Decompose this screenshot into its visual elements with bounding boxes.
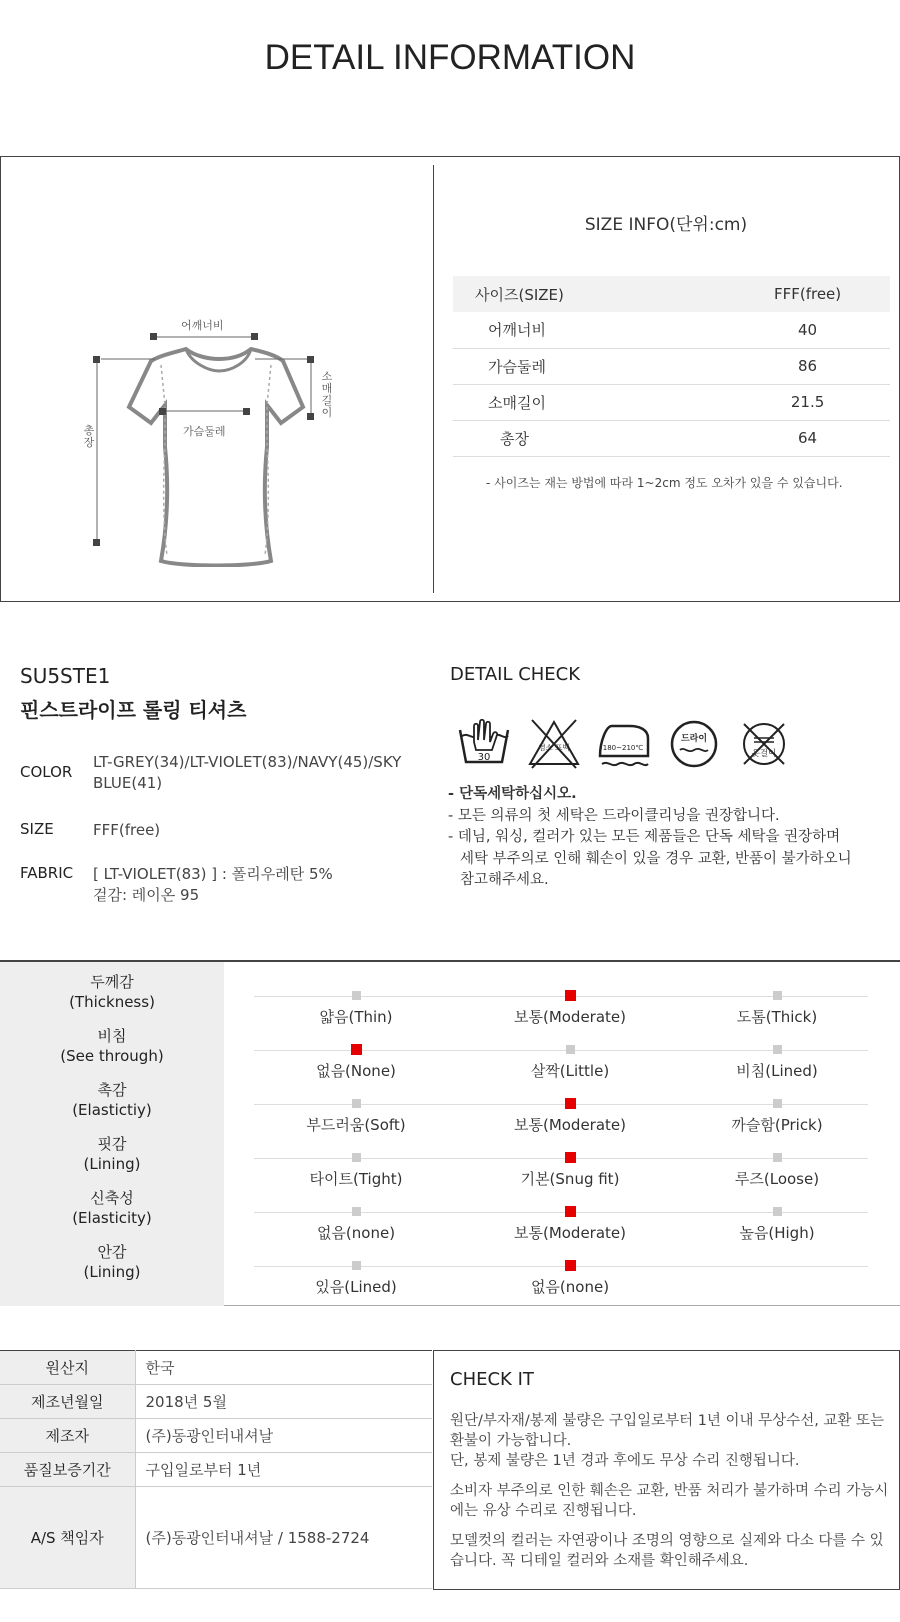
fit-marker bbox=[773, 1207, 782, 1216]
fit-label bbox=[0, 1080, 224, 1120]
fit-option: 도톰(Thick) bbox=[736, 1008, 818, 1026]
fit-scale-line bbox=[254, 1266, 868, 1267]
fit-option: 까슬함(Prick) bbox=[731, 1116, 823, 1134]
fit-row bbox=[0, 1188, 900, 1242]
fit-option: 기본(Snug fit) bbox=[520, 1170, 620, 1188]
care-line: - 단독세탁하십시오. bbox=[448, 786, 577, 802]
fit-label-main: 두께감 bbox=[90, 973, 134, 991]
table-row bbox=[0, 1453, 432, 1487]
table-row bbox=[0, 1487, 432, 1589]
care-line: 참고해주세요. bbox=[460, 872, 549, 888]
fit-option: 보통(Moderate) bbox=[513, 1008, 627, 1026]
fit-option: 얇음(Thin) bbox=[319, 1008, 393, 1026]
fit-marker bbox=[773, 1153, 782, 1162]
check-it-paragraph: 모델컷의 컬러는 자연광이나 조명의 영향으로 실제와 다소 다를 수 있습니다. 꼭 디테일 컬러와 소재를 확인해주세요. bbox=[450, 1533, 884, 1569]
fit-option: 있음(Lined) bbox=[315, 1278, 397, 1296]
table-row bbox=[453, 420, 890, 456]
fit-label-main: 핏감 bbox=[97, 1135, 127, 1153]
size-note: - 사이즈는 재는 방법에 따라 1~2cm 정도 오차가 있을 수 있습니다. bbox=[486, 476, 843, 490]
info-value: (주)동광인터내셔날 / 1588-2724 bbox=[135, 1487, 432, 1589]
fit-option: 없음(none) bbox=[316, 1224, 396, 1242]
info-value: 한국 bbox=[135, 1351, 432, 1385]
fit-label-sub: (Lining) bbox=[83, 1155, 141, 1173]
care-icons bbox=[456, 716, 806, 772]
fit-row bbox=[0, 1134, 900, 1188]
info-label: A/S 책임자 bbox=[0, 1487, 135, 1589]
fit-marker bbox=[352, 1261, 361, 1270]
fit-marker bbox=[566, 1045, 575, 1054]
info-label: 원산지 bbox=[0, 1351, 135, 1385]
fit-label-main: 신축성 bbox=[90, 1189, 134, 1207]
fit-option: 타이트(Tight) bbox=[309, 1170, 403, 1188]
table-row bbox=[0, 1419, 432, 1453]
detail-check-title: DETAIL CHECK bbox=[450, 664, 581, 685]
size-header-value: FFF(free) bbox=[725, 276, 890, 312]
check-it-paragraph: 소비자 부주의로 인한 훼손은 교환, 반품 처리가 불가하며 수리 가능시에는 유상 수리로 진행됩니다. bbox=[450, 1483, 889, 1519]
check-it-title: CHECK IT bbox=[450, 1369, 534, 1390]
fit-label-sub: (See through) bbox=[60, 1047, 164, 1065]
fit-selected-marker bbox=[565, 1098, 576, 1109]
care-line: - 데님, 워싱, 컬러가 있는 모든 제품들은 단독 세탁을 권장하며 bbox=[448, 829, 841, 845]
info-value: 구입일로부터 1년 bbox=[135, 1453, 432, 1487]
fit-marker bbox=[773, 1099, 782, 1108]
fit-label bbox=[0, 972, 224, 1012]
fit-label-sub: (Thickness) bbox=[69, 993, 155, 1011]
svg-text:염소 표백: 염소 표백 bbox=[538, 743, 570, 752]
size-row-label: 총장 bbox=[453, 420, 725, 456]
table-row bbox=[453, 384, 890, 420]
iron-icon bbox=[596, 716, 652, 772]
info-label: 제조년월일 bbox=[0, 1385, 135, 1419]
fit-marker bbox=[352, 1207, 361, 1216]
svg-text:180~210℃: 180~210℃ bbox=[602, 744, 644, 752]
size-table bbox=[453, 276, 890, 457]
no-bleach-icon bbox=[526, 716, 582, 772]
check-it-paragraph: 단, 봉제 불량은 1년 경과 후에도 무상 수리 진행됩니다. bbox=[450, 1453, 800, 1469]
spec-value bbox=[93, 864, 413, 906]
spec-value: FFF(free) bbox=[93, 821, 161, 839]
care-instructions bbox=[448, 784, 888, 892]
size-table-header bbox=[453, 276, 890, 312]
fit-label bbox=[0, 1242, 224, 1282]
size-info-title: SIZE INFO(단위:cm) bbox=[584, 215, 748, 235]
fit-label-sub: (Lining) bbox=[83, 1263, 141, 1281]
chest-label: 가슴둘레 bbox=[183, 425, 226, 438]
size-row-value: 40 bbox=[725, 312, 890, 348]
info-label: 품질보증기간 bbox=[0, 1453, 135, 1487]
fit-option: 없음(None) bbox=[316, 1062, 396, 1080]
fit-row bbox=[0, 1080, 900, 1134]
shoulder-label: 어깨너비 bbox=[181, 319, 224, 332]
fit-option: 보통(Moderate) bbox=[513, 1224, 627, 1242]
product-code: SU5STE1 bbox=[20, 664, 111, 688]
hand-wash-30-icon bbox=[456, 716, 512, 772]
size-row-value: 64 bbox=[725, 420, 890, 456]
fit-label-sub: (Elasticity) bbox=[72, 1209, 152, 1227]
info-value: 2018년 5월 bbox=[135, 1385, 432, 1419]
fabric-line: 겉감: 레이온 95 bbox=[93, 886, 200, 904]
fit-row bbox=[0, 1242, 900, 1296]
fit-option: 비침(Lined) bbox=[736, 1062, 818, 1080]
size-row-label: 소매길이 bbox=[453, 384, 725, 420]
fit-selected-marker bbox=[565, 990, 576, 1001]
tshirt-size-diagram bbox=[71, 237, 361, 567]
svg-text:드라이: 드라이 bbox=[680, 734, 708, 744]
page-title: DETAIL INFORMATION bbox=[264, 38, 636, 77]
table-row bbox=[453, 312, 890, 348]
check-it-paragraph: 원단/부자재/봉제 불량은 구입일로부터 1년 이내 무상수선, 교환 또는 환불이 가능합니다. bbox=[450, 1413, 885, 1449]
sleeve-label: 소매길이 bbox=[321, 370, 333, 419]
fit-marker bbox=[352, 1153, 361, 1162]
fit-marker bbox=[352, 991, 361, 1000]
fabric-line: [ LT-VIOLET(83) ] : 폴리우레탄 5% bbox=[93, 865, 333, 883]
size-row-value: 86 bbox=[725, 348, 890, 384]
dry-clean-icon bbox=[666, 716, 722, 772]
fit-row bbox=[0, 1026, 900, 1080]
size-row-label: 가슴둘레 bbox=[453, 348, 725, 384]
fit-option: 없음(none) bbox=[530, 1278, 610, 1296]
table-row bbox=[453, 348, 890, 384]
product-info-table bbox=[0, 1350, 432, 1589]
check-it-panel bbox=[433, 1350, 900, 1590]
length-label: 총장 bbox=[83, 424, 95, 449]
fit-option: 루즈(Loose) bbox=[734, 1170, 820, 1188]
spec-label: SIZE bbox=[20, 820, 54, 838]
fit-selected-marker bbox=[565, 1152, 576, 1163]
tshirt-outline-icon bbox=[71, 237, 361, 567]
fit-option: 보통(Moderate) bbox=[513, 1116, 627, 1134]
fit-selected-marker bbox=[351, 1044, 362, 1055]
spec-value: LT-GREY(34)/LT-VIOLET(83)/NAVY(45)/SKY BLUE(41) bbox=[93, 753, 402, 792]
fit-label-main: 안감 bbox=[97, 1243, 127, 1261]
svg-text:30: 30 bbox=[477, 752, 491, 763]
spec-label: COLOR bbox=[20, 763, 73, 781]
fit-section bbox=[0, 960, 900, 1306]
fit-marker bbox=[352, 1099, 361, 1108]
fit-marker bbox=[773, 991, 782, 1000]
fit-selected-marker bbox=[565, 1206, 576, 1217]
svg-text:옷걸이: 옷걸이 bbox=[751, 749, 777, 759]
product-name: 핀스트라이프 롤링 티셔츠 bbox=[20, 698, 247, 722]
fit-option: 살짝(Little) bbox=[530, 1062, 610, 1080]
fit-row bbox=[0, 972, 900, 1026]
fit-selected-marker bbox=[565, 1260, 576, 1271]
table-row bbox=[0, 1385, 432, 1419]
fit-marker bbox=[773, 1045, 782, 1054]
fit-label-main: 비침 bbox=[97, 1027, 127, 1045]
size-row-label: 어깨너비 bbox=[453, 312, 725, 348]
care-line: 세탁 부주의로 인해 훼손이 있을 경우 교환, 반품이 불가하오니 bbox=[460, 850, 852, 867]
spec-label: FABRIC bbox=[20, 864, 74, 882]
fit-label-sub: (Elastictiy) bbox=[72, 1101, 152, 1119]
info-label: 제조자 bbox=[0, 1419, 135, 1453]
fit-label bbox=[0, 1134, 224, 1174]
care-line: - 모든 의류의 첫 세탁은 드라이클리닝을 권장합니다. bbox=[448, 807, 780, 824]
fit-label bbox=[0, 1026, 224, 1066]
fit-label bbox=[0, 1188, 224, 1228]
size-header-label: 사이즈(SIZE) bbox=[453, 276, 725, 312]
fit-label-main: 촉감 bbox=[97, 1081, 127, 1099]
info-value: (주)동광인터내셔날 bbox=[135, 1419, 432, 1453]
fit-option: 높음(High) bbox=[739, 1224, 815, 1242]
size-row-value: 21.5 bbox=[725, 384, 890, 420]
fit-option: 부드러움(Soft) bbox=[306, 1116, 406, 1134]
table-row bbox=[0, 1351, 432, 1385]
no-hanger-icon bbox=[736, 716, 792, 772]
